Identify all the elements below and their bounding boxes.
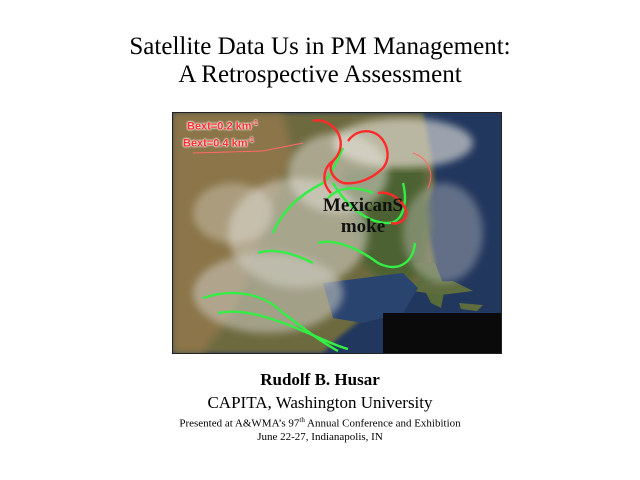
- smoke-label-line-1: MexicanS: [322, 195, 404, 216]
- presented-text-post: Annual Conference and Exhibition: [304, 417, 461, 430]
- satellite-image: [172, 112, 502, 354]
- legend-item-1: Bext=0.4 $km^{-1}$: [183, 137, 254, 150]
- slide-title: [0, 33, 640, 89]
- presented-superscript: th: [299, 416, 305, 424]
- author-name: Rudolf B. Husar: [260, 370, 380, 389]
- affiliation: CAPITA, Washington University: [207, 393, 433, 412]
- smoke-label: [303, 195, 423, 237]
- title-line-1: Satellite Data Us in PM Management:: [129, 33, 511, 60]
- presentation-note: [0, 416, 640, 430]
- event-dates: June 22-27, Indianapolis, IN: [257, 431, 383, 443]
- legend-item-0: Bext=0.2 $km^{-1}$: [187, 120, 258, 133]
- title-line-2: A Retrospective Assessment: [178, 61, 462, 88]
- smoke-label-line-2: moke: [340, 216, 386, 237]
- presented-text-pre: Presented at A&WMA’s 97: [179, 417, 300, 430]
